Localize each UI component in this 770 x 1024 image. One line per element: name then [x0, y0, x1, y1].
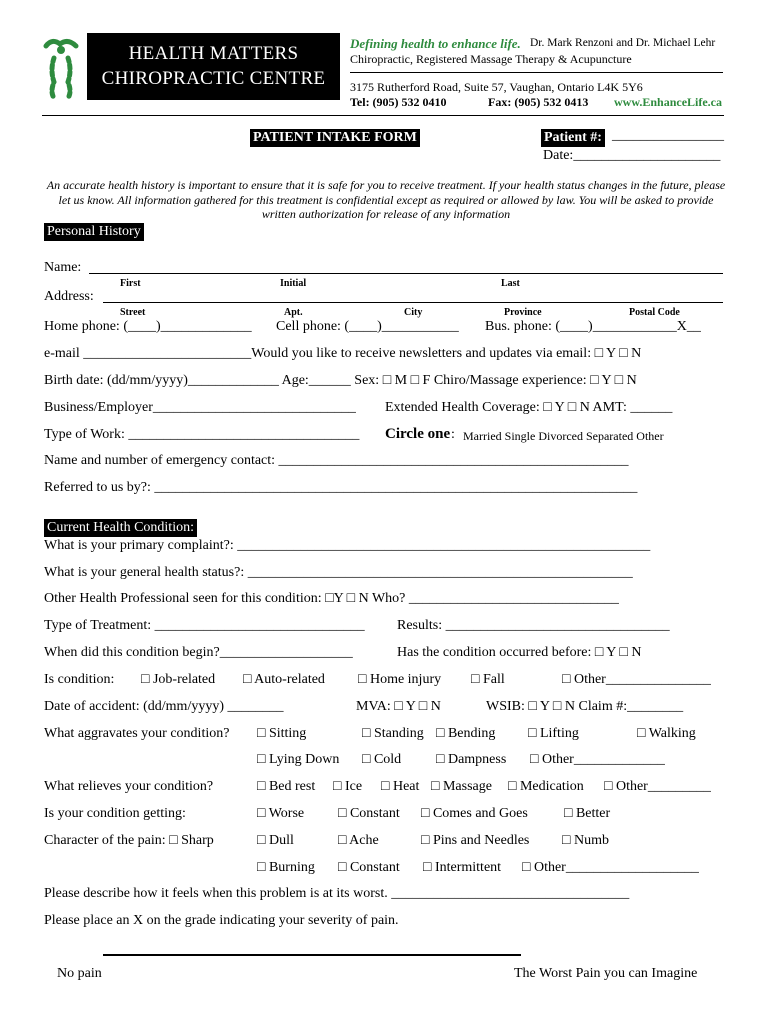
is-condition-label: Is condition:: [44, 672, 115, 687]
pain-scale-line[interactable]: [103, 954, 521, 956]
address-sub-postal: Postal Code: [629, 307, 680, 318]
constant-pain-checkbox[interactable]: □ Constant: [338, 860, 400, 875]
intro-text: An accurate health history is important to ensure that it is safe for you to receive treatment. If your health status changes in the future, please let us know. All information gathered for this treatment is confidential except as required or allowed by law. You will be asked to provide written authorization for release of any information: [46, 178, 726, 221]
numb-checkbox[interactable]: □ Numb: [562, 833, 609, 848]
clinic-name-block: [87, 33, 340, 100]
name-label: Name:: [44, 260, 82, 275]
clinic-website[interactable]: www.EnhanceLife.ca: [614, 95, 722, 109]
ache-checkbox[interactable]: □ Ache: [338, 833, 379, 848]
name-sub-initial: Initial: [280, 278, 307, 289]
intermittent-checkbox[interactable]: □ Intermittent: [423, 860, 502, 875]
wsib-row[interactable]: WSIB: □ Y □ N Claim #:________: [486, 699, 684, 714]
coverage-row[interactable]: Extended Health Coverage: □ Y □ N AMT: ______: [385, 400, 673, 415]
bus-phone-field[interactable]: Bus. phone: (____)____________X__: [485, 319, 701, 334]
accident-date-field[interactable]: Date of accident: (dd/mm/yyyy) ________: [44, 699, 284, 714]
condition-getting-label: Is your condition getting:: [44, 806, 186, 821]
worse-checkbox[interactable]: □ Worse: [257, 806, 305, 821]
massage-checkbox[interactable]: □ Massage: [431, 779, 492, 794]
no-pain-label: No pain: [57, 966, 102, 981]
form-title: PATIENT INTAKE FORM: [250, 129, 420, 147]
marital-options[interactable]: Married Single Divorced Separated Other: [463, 429, 664, 443]
clinic-logo: [42, 36, 80, 100]
services: Chiropractic, Registered Massage Therapy & Acupuncture: [350, 52, 632, 66]
occurred-before-row[interactable]: Has the condition occurred before: □ Y □ N: [397, 645, 642, 660]
pins-needles-checkbox[interactable]: □ Pins and Needles: [421, 833, 530, 848]
condition-begin-field[interactable]: When did this condition begin?___________________: [44, 645, 353, 660]
other-cause-checkbox[interactable]: □ Other_______________: [562, 672, 711, 687]
dull-checkbox[interactable]: □ Dull: [257, 833, 294, 848]
mva-row[interactable]: MVA: □ Y □ N: [356, 699, 441, 714]
name-sub-first: First: [120, 278, 141, 289]
clinic-address: 3175 Rutherford Road, Suite 57, Vaughan, Ontario L4K 5Y6: [350, 80, 643, 94]
home-injury-checkbox[interactable]: □ Home injury: [358, 672, 442, 687]
address-label: Address:: [44, 289, 94, 304]
address-sub-province: Province: [504, 307, 542, 318]
birth-row[interactable]: Birth date: (dd/mm/yyyy)_____________ Age:______ Sex: □ M □ F Chiro/Massage experience: □ Y □ N: [44, 373, 637, 388]
lifting-checkbox[interactable]: □ Lifting: [528, 726, 579, 741]
bending-checkbox[interactable]: □ Bending: [436, 726, 496, 741]
emergency-contact-field[interactable]: Name and number of emergency contact: __________________________________________________: [44, 453, 629, 468]
standing-checkbox[interactable]: □ Standing: [362, 726, 424, 741]
other-aggravates-checkbox[interactable]: □ Other_____________: [530, 752, 665, 767]
name-sub-last: Last: [501, 278, 520, 289]
complaint-field[interactable]: What is your primary complaint?: ___________________________________________________________: [44, 538, 651, 553]
walking-checkbox[interactable]: □ Walking: [637, 726, 696, 741]
clinic-name-line1: HEALTH MATTERS: [128, 43, 299, 64]
worst-description-field[interactable]: Please describe how it feels when this problem is at its worst. __________________________________: [44, 886, 630, 901]
header-divider: [350, 72, 723, 73]
clinic-name-line2: CHIROPRACTIC CENTRE: [101, 68, 326, 89]
other-pain-checkbox[interactable]: □ Other___________________: [522, 860, 699, 875]
relieves-label: What relieves your condition?: [44, 779, 214, 794]
results-field[interactable]: Results: ________________________________: [397, 618, 670, 633]
constant-checkbox[interactable]: □ Constant: [338, 806, 400, 821]
general-health-field[interactable]: What is your general health status?: _______________________________________________________: [44, 565, 633, 580]
tagline: Defining health to enhance life.: [350, 36, 521, 51]
patient-number-field[interactable]: ________________: [612, 128, 724, 143]
pain-character-row[interactable]: Character of the pain: □ Sharp: [44, 833, 214, 848]
clinic-fax: Fax: (905) 532 0413: [488, 95, 589, 109]
worst-pain-label: The Worst Pain you can Imagine: [514, 966, 698, 981]
referred-field[interactable]: Referred to us by?: _____________________________________________________________________: [44, 480, 638, 495]
health-condition-heading: Current Health Condition:: [44, 519, 197, 537]
bed-rest-checkbox[interactable]: □ Bed rest: [257, 779, 316, 794]
comes-and-goes-checkbox[interactable]: □ Comes and Goes: [421, 806, 528, 821]
page-divider: [42, 115, 724, 116]
work-field[interactable]: Type of Work: _________________________________: [44, 427, 360, 442]
job-related-checkbox[interactable]: □ Job-related: [141, 672, 216, 687]
address-sub-street: Street: [120, 307, 146, 318]
employer-field[interactable]: Business/Employer_____________________________: [44, 400, 356, 415]
personal-history-heading: Personal History: [44, 223, 144, 241]
address-sub-apt: Apt.: [284, 307, 303, 318]
cold-checkbox[interactable]: □ Cold: [362, 752, 402, 767]
medication-checkbox[interactable]: □ Medication: [508, 779, 584, 794]
date-field[interactable]: Date:_____________________: [543, 148, 721, 163]
sitting-checkbox[interactable]: □ Sitting: [257, 726, 307, 741]
circle-one-label: Circle one: [385, 426, 451, 442]
dampness-checkbox[interactable]: □ Dampness: [436, 752, 507, 767]
better-checkbox[interactable]: □ Better: [564, 806, 611, 821]
email-row[interactable]: e-mail ________________________Would you like to receive newsletters and updates via email: □ Y □ N: [44, 346, 642, 361]
patient-number-label: Patient #:: [541, 129, 605, 147]
ice-checkbox[interactable]: □ Ice: [333, 779, 363, 794]
cell-phone-field[interactable]: Cell phone: (____)___________: [276, 319, 459, 334]
aggravates-label: What aggravates your condition?: [44, 726, 230, 741]
fall-checkbox[interactable]: □ Fall: [471, 672, 505, 687]
lying-down-checkbox[interactable]: □ Lying Down: [257, 752, 340, 767]
name-field[interactable]: [89, 273, 723, 274]
clinic-phone: Tel: (905) 532 0410: [350, 95, 447, 109]
home-phone-field[interactable]: Home phone: (____)_____________: [44, 319, 252, 334]
other-relieves-checkbox[interactable]: □ Other_________: [604, 779, 711, 794]
heat-checkbox[interactable]: □ Heat: [381, 779, 420, 794]
doctors: Dr. Mark Renzoni and Dr. Michael Lehr: [530, 37, 716, 49]
auto-related-checkbox[interactable]: □ Auto-related: [243, 672, 325, 687]
burning-checkbox[interactable]: □ Burning: [257, 860, 315, 875]
address-field[interactable]: [103, 302, 723, 303]
address-sub-city: City: [404, 307, 423, 318]
treatment-field[interactable]: Type of Treatment: ______________________________: [44, 618, 365, 633]
other-professional-row[interactable]: Other Health Professional seen for this condition: □Y □ N Who? ______________________________: [44, 591, 619, 606]
pain-grade-instruction: Please place an X on the grade indicating your severity of pain.: [44, 913, 399, 928]
